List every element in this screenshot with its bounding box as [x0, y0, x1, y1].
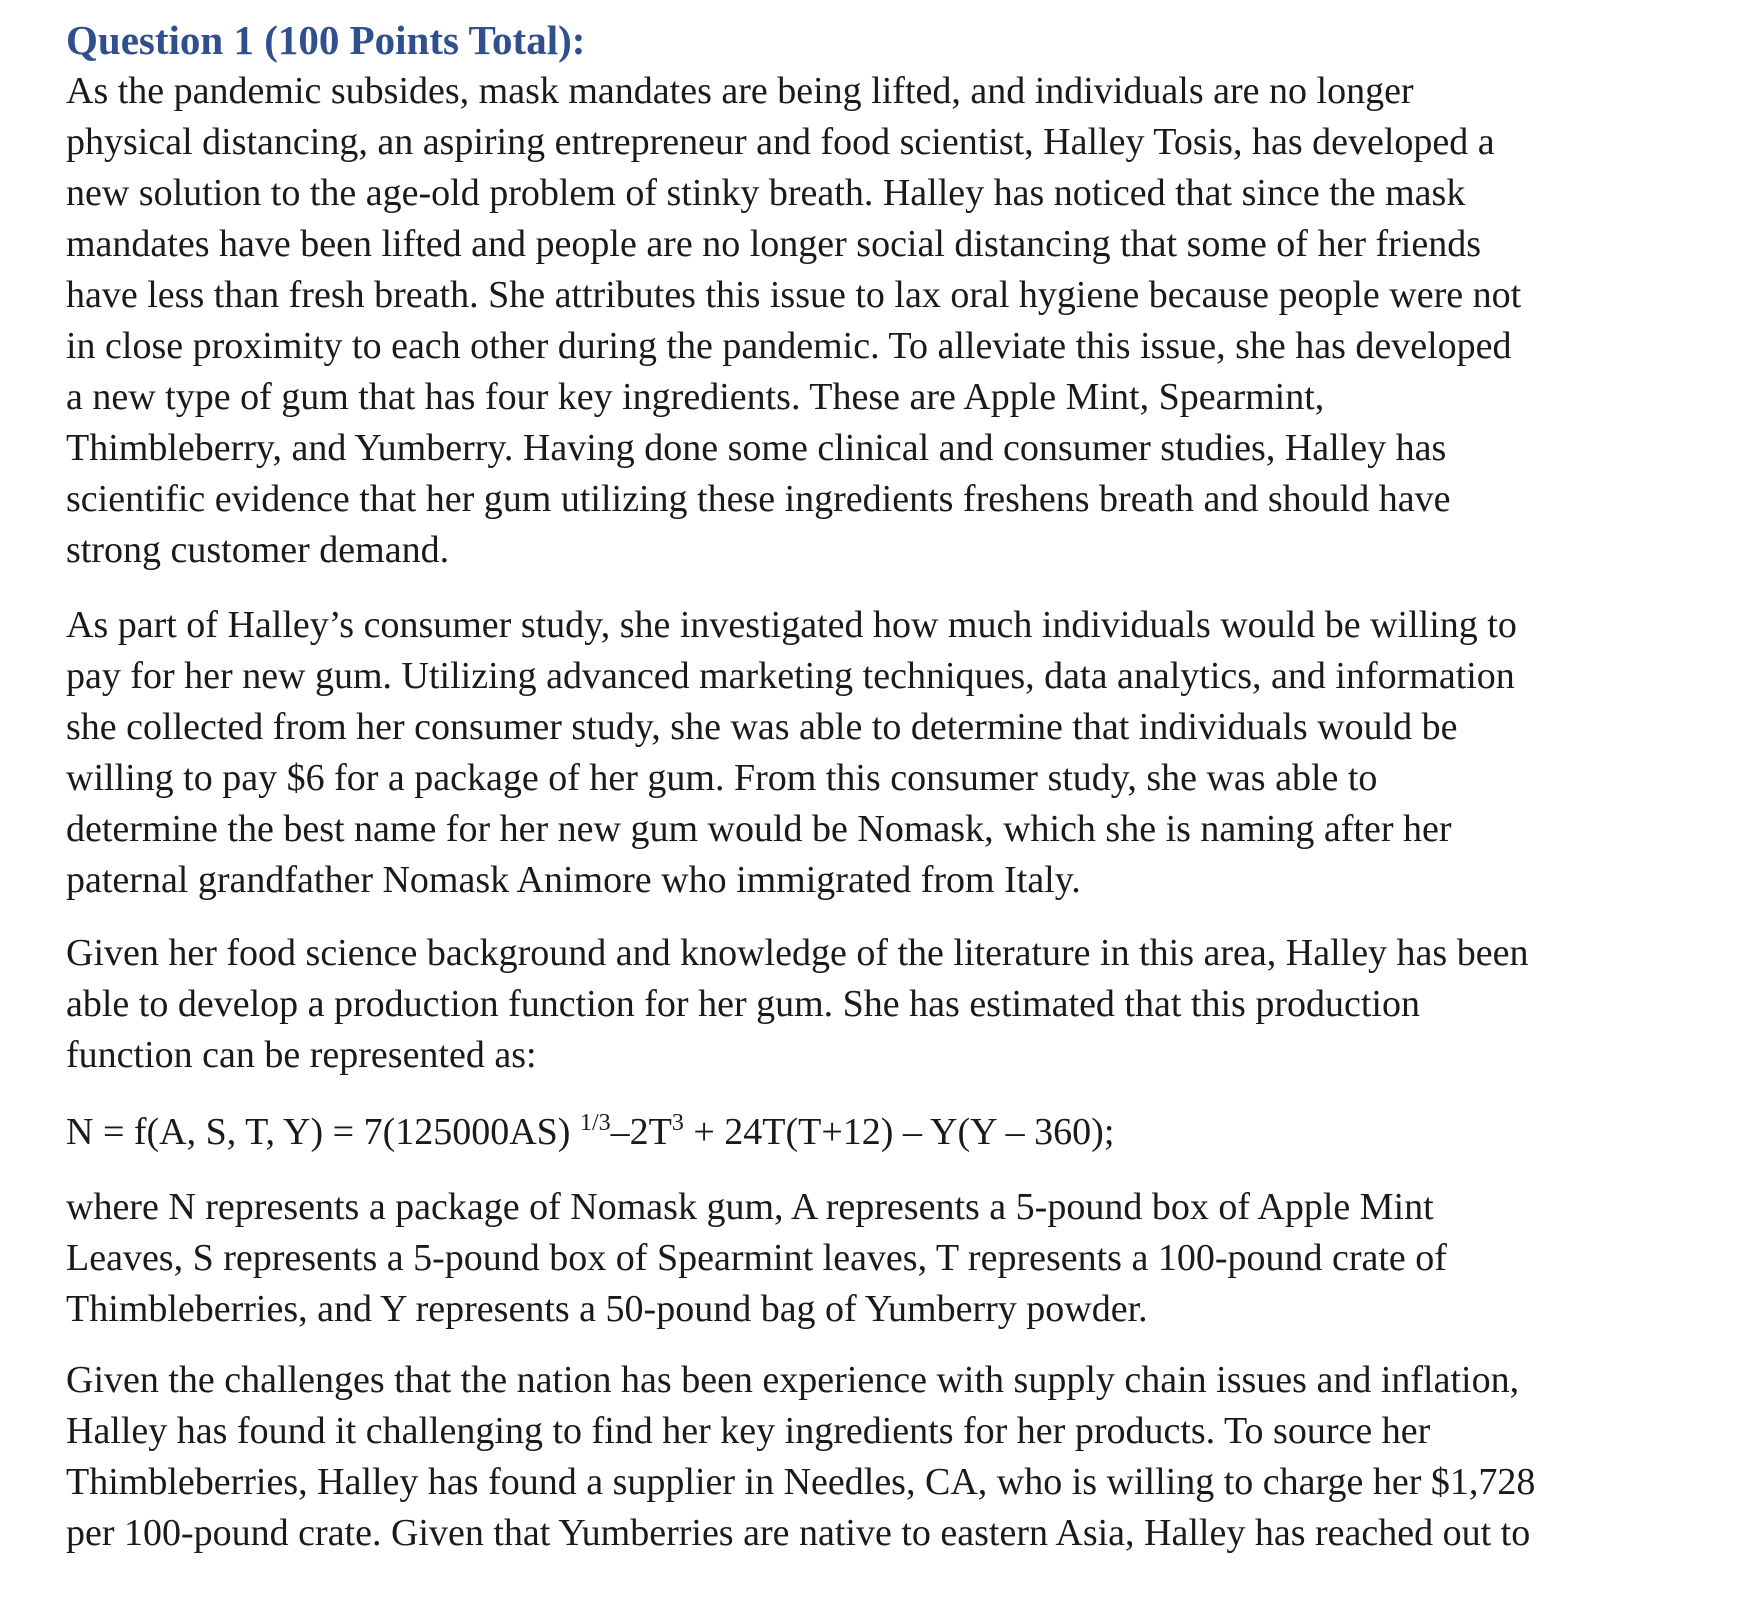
text-line: Thimbleberries, and Y represents a 50-pound bag of Yumberry powder.	[66, 1288, 1148, 1330]
equation-exponent-1: 1/3	[579, 1110, 611, 1136]
text-line: a new type of gum that has four key ingredients. These are Apple Mint, Spearmint,	[66, 376, 1325, 418]
text-line: determine the best name for her new gum would be Nomask, which she is naming after her	[66, 808, 1452, 850]
text-line: Given her food science background and knowledge of the literature in this area, Halley has been	[66, 932, 1529, 974]
paragraph-variable-definitions	[66, 1182, 1706, 1335]
text-line: Thimbleberry, and Yumberry. Having done some clinical and consumer studies, Halley has	[66, 427, 1447, 469]
text-line: Leaves, S represents a 5-pound box of Spearmint leaves, T represents a 100-pound crate of	[66, 1237, 1447, 1279]
text-line: function can be represented as:	[66, 1034, 537, 1076]
paragraph-intro	[66, 66, 1706, 576]
text-line: have less than fresh breath. She attributes this issue to lax oral hygiene because people were not	[66, 274, 1522, 316]
text-line: willing to pay $6 for a package of her gum. From this consumer study, she was able to	[66, 757, 1378, 799]
text-line: As the pandemic subsides, mask mandates are being lifted, and individuals are no longer	[66, 70, 1414, 112]
text-line: she collected from her consumer study, she was able to determine that individuals would be	[66, 706, 1458, 748]
text-line: pay for her new gum. Utilizing advanced marketing techniques, data analytics, and information	[66, 655, 1515, 697]
text-line: new solution to the age-old problem of stinky breath. Halley has noticed that since the mask	[66, 172, 1466, 214]
document-page	[66, 14, 1706, 1559]
question-heading: Question 1 (100 Points Total):	[66, 17, 586, 63]
text-line: As part of Halley’s consumer study, she investigated how much individuals would be willing to	[66, 604, 1517, 646]
text-line: Given the challenges that the nation has been experience with supply chain issues and inflation,	[66, 1359, 1520, 1401]
paragraph-production-function	[66, 928, 1706, 1081]
text-line: where N represents a package of Nomask gum, A represents a 5-pound box of Apple Mint	[66, 1186, 1434, 1228]
text-line: per 100-pound crate. Given that Yumberries are native to eastern Asia, Halley has reached out to	[66, 1512, 1531, 1554]
text-line: strong customer demand.	[66, 529, 450, 571]
text-line: physical distancing, an aspiring entrepreneur and food scientist, Halley Tosis, has developed a	[66, 121, 1495, 163]
equation-exponent-2: 3	[671, 1110, 684, 1136]
equation-part-1: N = f(A, S, T, Y) = 7(125000AS)	[66, 1111, 571, 1153]
text-line: scientific evidence that her gum utilizing these ingredients freshens breath and should have	[66, 478, 1451, 520]
text-line: able to develop a production function for her gum. She has estimated that this production	[66, 983, 1420, 1025]
text-line: Halley has found it challenging to find her key ingredients for her products. To source her	[66, 1410, 1431, 1452]
paragraph-consumer-study	[66, 600, 1706, 906]
production-equation	[66, 1107, 1706, 1158]
text-line: mandates have been lifted and people are no longer social distancing that some of her friends	[66, 223, 1481, 265]
equation-part-3: + 24T(T+12) – Y(Y – 360);	[683, 1111, 1115, 1153]
text-line: Thimbleberries, Halley has found a supplier in Needles, CA, who is willing to charge her $1,728	[66, 1461, 1536, 1503]
paragraph-supply-chain	[66, 1355, 1706, 1559]
text-line: paternal grandfather Nomask Animore who immigrated from Italy.	[66, 859, 1081, 901]
equation-part-2: –2T	[610, 1111, 672, 1153]
text-line: in close proximity to each other during the pandemic. To alleviate this issue, she has developed	[66, 325, 1512, 367]
